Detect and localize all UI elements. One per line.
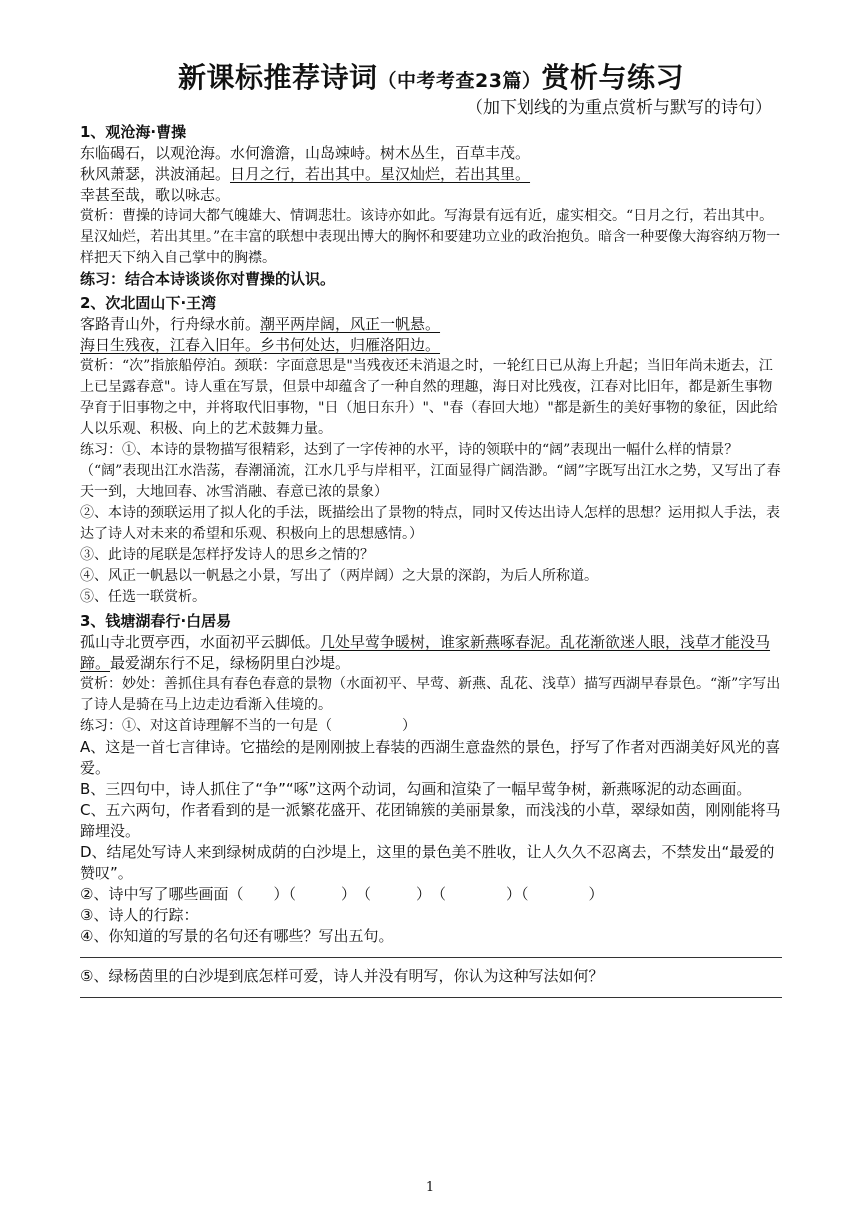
exercise-item: ②、诗中写了哪些画面（ ）（ ） （ ） （ ）（ ） [80, 885, 604, 903]
exercise-item: ③、此诗的尾联是怎样抒发诗人的思乡之情的？ [80, 547, 374, 563]
exercise-item: 练习：①、本诗的景物描写很精彩，达到了一字传神的水平，诗的领联中的“阔”表现出一幅什么样的情景？（“阔”表现出江水浩荡，春潮涌流，江水几乎与岸相平，江面显得广阔浩渺。“阔”字既写出江水之势，又写出了春天一到，大地回春、冰雪消融、春意已浓的景象） [80, 442, 781, 500]
choice-option-c: C、五六两句，作者看到的是一派繁花盛开、花团锦簇的美丽景象，而浅浅的小草，翠绿如茵，刚刚能将马蹄埋没。 [80, 801, 781, 840]
analysis-paragraph: 赏析：妙处：善抓住具有春色春意的景物（水面初平、早莺、新燕、乱花、浅草）描写西湖早春景色。“渐”字写出了诗人是骑在马上边走边看渐入佳境的。 [80, 676, 781, 713]
choice-option-b: B、三四句中，诗人抓住了“争”“啄”这两个动词，勾画和渲染了一幅早莺争树，新燕啄泥的动态画面。 [80, 780, 752, 798]
poem-paragraph [80, 632, 782, 674]
poem-text: 孤山寺北贾亭西，水面初平云脚低。 [80, 633, 321, 651]
choice-option-a: A、这是一首七言律诗。它描绘的是刚刚披上春装的西湖生意盎然的景色，抒写了作者对西湖美好风光的喜爱。 [80, 738, 781, 777]
page-title [80, 60, 782, 99]
section-1-heading: 1、观沧海·曹操 [80, 123, 187, 141]
exercise-item: ③、诗人的行踪： [80, 906, 199, 924]
page-number: 1 [425, 1180, 435, 1195]
poem-line: 幸甚至哉，歌以咏志。 [80, 186, 231, 204]
section-2-heading: 2、次北固山下·王湾 [80, 294, 217, 312]
exercise-line: 练习：结合本诗谈谈你对曹操的认识。 [80, 270, 336, 288]
exercise-item: ②、本诗的颈联运用了拟人化的手法，既描绘出了景物的特点，同时又传达出诗人怎样的思想？运用拟人手法，表达了诗人对未来的希望和乐观、积极向上的思想感情。） [80, 505, 780, 542]
title-part-a: 新课标推荐诗词 [178, 61, 378, 94]
underlined-poem-text: 几处早莺争暖树，谁家新燕啄春泥。乱花渐欲迷人眼，浅草才能没马蹄。 [80, 633, 771, 672]
exercise-item: ④、风正一帆悬以一帆悬之小景，写出了（两岸阔）之大景的深韵，为后人所称道。 [80, 568, 598, 584]
page-subtitle: （加下划线的为重点赏析与默写的诗句） [466, 98, 772, 118]
poem-line [80, 335, 782, 356]
section-3-heading: 3、钱塘湖春行·白居易 [80, 612, 232, 630]
document-page [80, 60, 782, 1006]
analysis-paragraph: 赏析：曹操的诗词大都气魄雄大、情调悲壮。该诗亦如此。写海景有远有近，虚实相交。“日月之行，若出其中。星汉灿烂，若出其里。”在丰富的联想中表现出博大的胸怀和要建功立业的政治抱负。暗含一种要像大海容纳万物一样把天下纳入自己掌中的胸襟。 [80, 208, 781, 266]
exercise-item: ④、你知道的写景的名句还有哪些？写出五句。 [80, 927, 394, 945]
underlined-poem-text: 日月之行，若出其中。星汉灿烂，若出其里。 [230, 165, 531, 183]
poem-line: 东临碣石，以观沧海。水何澹澹，山岛竦峙。树木丛生，百草丰茂。 [80, 144, 531, 162]
poem-text: 秋风萧瑟，洪波涌起。 [80, 165, 231, 183]
poem-text: 客路青山外，行舟绿水前。 [80, 315, 261, 333]
title-part-b: 赏析与练习 [541, 61, 684, 94]
title-paren: （中考考查23篇） [377, 70, 542, 92]
analysis-paragraph: 赏析：“次”指旅船停泊。颈联：字面意思是"当残夜还未消退之时，一轮红日已从海上升起；当旧年尚未逝去，江上已呈露春意"。诗人重在写景，但景中却蕴含了一种自然的理趣，海日对比残夜，江春对比旧年，都是新生事物孕育于旧事物之中，并将取代旧事物，"日（旭日东升）"、"春（春回大地）"都是新生的美好事物的象征，因此给人以乐观、积极、向上的艺术鼓舞力量。 [80, 358, 778, 437]
underlined-poem-text: 海日生残夜，江春入旧年。乡书何处达，归雁洛阳边。 [80, 336, 441, 354]
poem-line [80, 164, 782, 185]
choice-option-d: D、结尾处写诗人来到绿树成荫的白沙堤上，这里的景色美不胜收，让人久久不忍离去，不禁发出“最爱的赞叹”。 [80, 843, 775, 882]
answer-line [80, 997, 782, 998]
underlined-poem-text: 潮平两岸阔，风正一帆悬。 [260, 315, 441, 333]
exercise-item: 练习：①、对这首诗理解不当的一句是（ ） [80, 718, 416, 734]
poem-text: 最爱湖东行不足，绿杨阴里白沙堤。 [110, 654, 351, 672]
exercise-item: ⑤、绿杨茵里的白沙堤到底怎样可爱，诗人并没有明写，你认为这种写法如何？ [80, 967, 604, 985]
answer-line [80, 957, 782, 958]
poem-line [80, 314, 782, 335]
exercise-item: ⑤、任选一联赏析。 [80, 589, 206, 605]
